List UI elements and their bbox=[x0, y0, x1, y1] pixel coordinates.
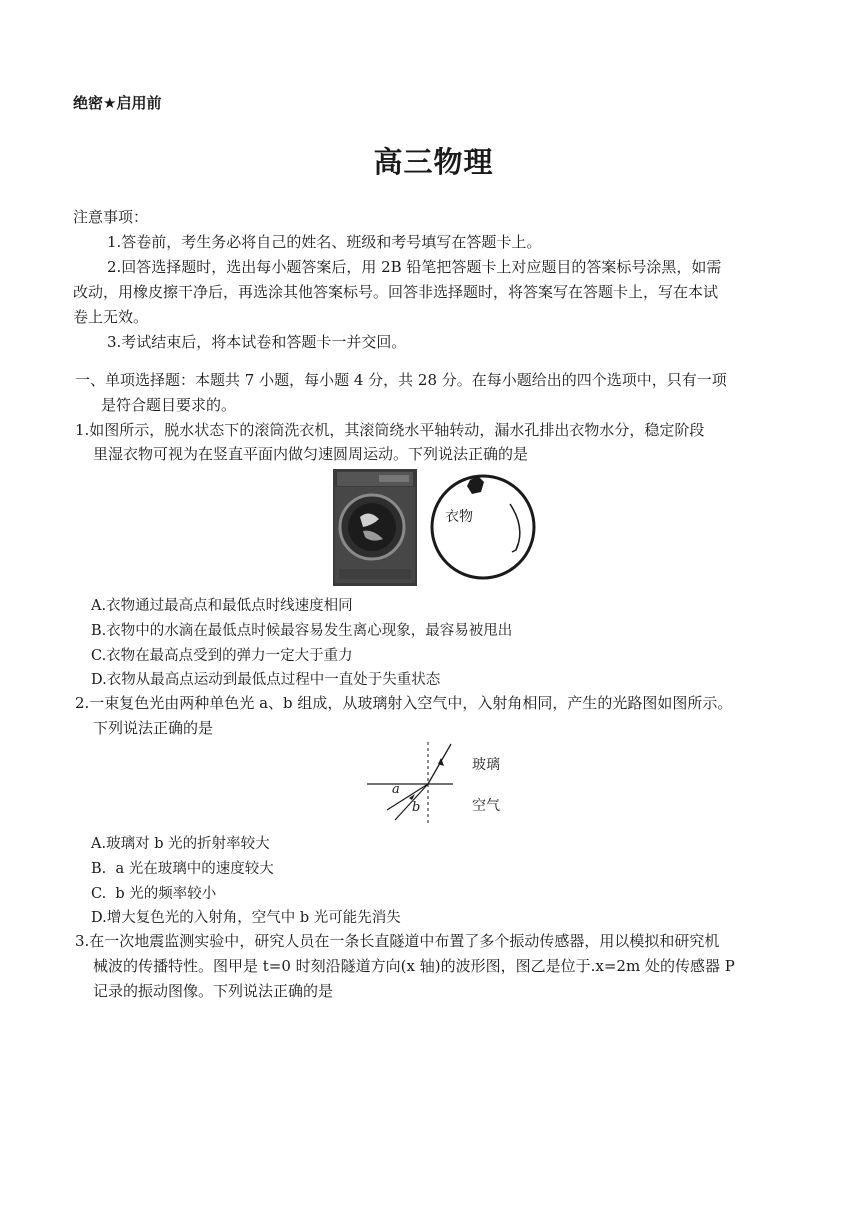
question-2-option-c: C. b 光的频率较小 bbox=[91, 886, 217, 902]
section-heading-line-2: 是符合题目要求的。 bbox=[101, 396, 237, 414]
glass-label: 玻璃 bbox=[472, 757, 500, 773]
clothes-label: 衣物 bbox=[445, 509, 473, 525]
drum-rotation-diagram bbox=[428, 470, 538, 584]
question-2-option-d: D.增大复色光的入射角，空气中 b 光可能先消失 bbox=[91, 910, 401, 926]
question-2-option-b: B. a 光在玻璃中的速度较大 bbox=[91, 861, 274, 877]
refraction-diagram bbox=[365, 740, 455, 826]
question-1-option-d: D.衣物从最高点运动到最低点过程中一直处于失重状态 bbox=[91, 672, 441, 688]
question-2-stem-line-2: 下列说法正确的是 bbox=[93, 719, 214, 737]
notice-item-2-line-3: 卷上无效。 bbox=[73, 308, 149, 326]
question-1-option-b: B.衣物中的水滴在最低点时候最容易发生离心现象，最容易被甩出 bbox=[91, 623, 513, 639]
question-1-stem-line-1: 1.如图所示，脱水状态下的滚筒洗衣机，其滚筒绕水平轴转动，漏水孔排出衣物水分，稳定阶段 bbox=[75, 421, 705, 439]
ray-a-label: a bbox=[392, 782, 400, 797]
confidential-label: 绝密★启用前 bbox=[73, 94, 162, 112]
question-1-stem-line-2: 里湿衣物可视为在竖直平面内做匀速圆周运动。下列说法正确的是 bbox=[93, 445, 529, 463]
air-label: 空气 bbox=[472, 798, 500, 814]
notice-item-1: 1.答卷前，考生务必将自己的姓名、班级和考号填写在答题卡上。 bbox=[107, 233, 542, 251]
notice-item-2-line-1: 2.回答选择题时，选出每小题答案后，用 2B 铅笔把答题卡上对应题目的答案标号涂黑，如需 bbox=[107, 258, 722, 276]
rotation-arrow bbox=[510, 504, 520, 550]
notice-heading: 注意事项： bbox=[73, 208, 149, 226]
question-3-stem-line-2: 械波的传播特性。图甲是 t=0 时刻沿隧道方向(x 轴)的波形图，图乙是位于.x=2m 处的传感器 P bbox=[93, 957, 735, 975]
question-3-stem-line-3: 记录的振动图像。下列说法正确的是 bbox=[93, 982, 334, 1000]
question-1-option-c: C.衣物在最高点受到的弹力一定大于重力 bbox=[91, 648, 353, 664]
notice-item-3: 3.考试结束后，将本试卷和答题卡一并交回。 bbox=[107, 333, 407, 351]
washing-machine-photo bbox=[333, 469, 417, 586]
question-2-stem-line-1: 2.一束复色光由两种单色光 a、b 组成，从玻璃射入空气中，入射角相同，产生的光路图如图所示。 bbox=[75, 694, 733, 712]
ray-b-label: b bbox=[412, 800, 421, 815]
question-2-option-a: A.玻璃对 b 光的折射率较大 bbox=[91, 836, 270, 852]
question-1-option-a: A.衣物通过最高点和最低点时线速度相同 bbox=[91, 598, 353, 614]
section-heading-line-1: 一、单项选择题：本题共 7 小题，每小题 4 分，共 28 分。在每小题给出的四个选项中，只有一项 bbox=[75, 371, 727, 389]
question-3-stem-line-1: 3.在一次地震监测实验中，研究人员在一条长直隧道中布置了多个振动传感器，用以模拟和研究机 bbox=[75, 932, 720, 950]
notice-item-2-line-2: 改动，用橡皮擦干净后，再选涂其他答案标号。回答非选择题时，将答案写在答题卡上，写在本试 bbox=[73, 283, 719, 301]
page-title: 高三物理 bbox=[373, 145, 494, 179]
